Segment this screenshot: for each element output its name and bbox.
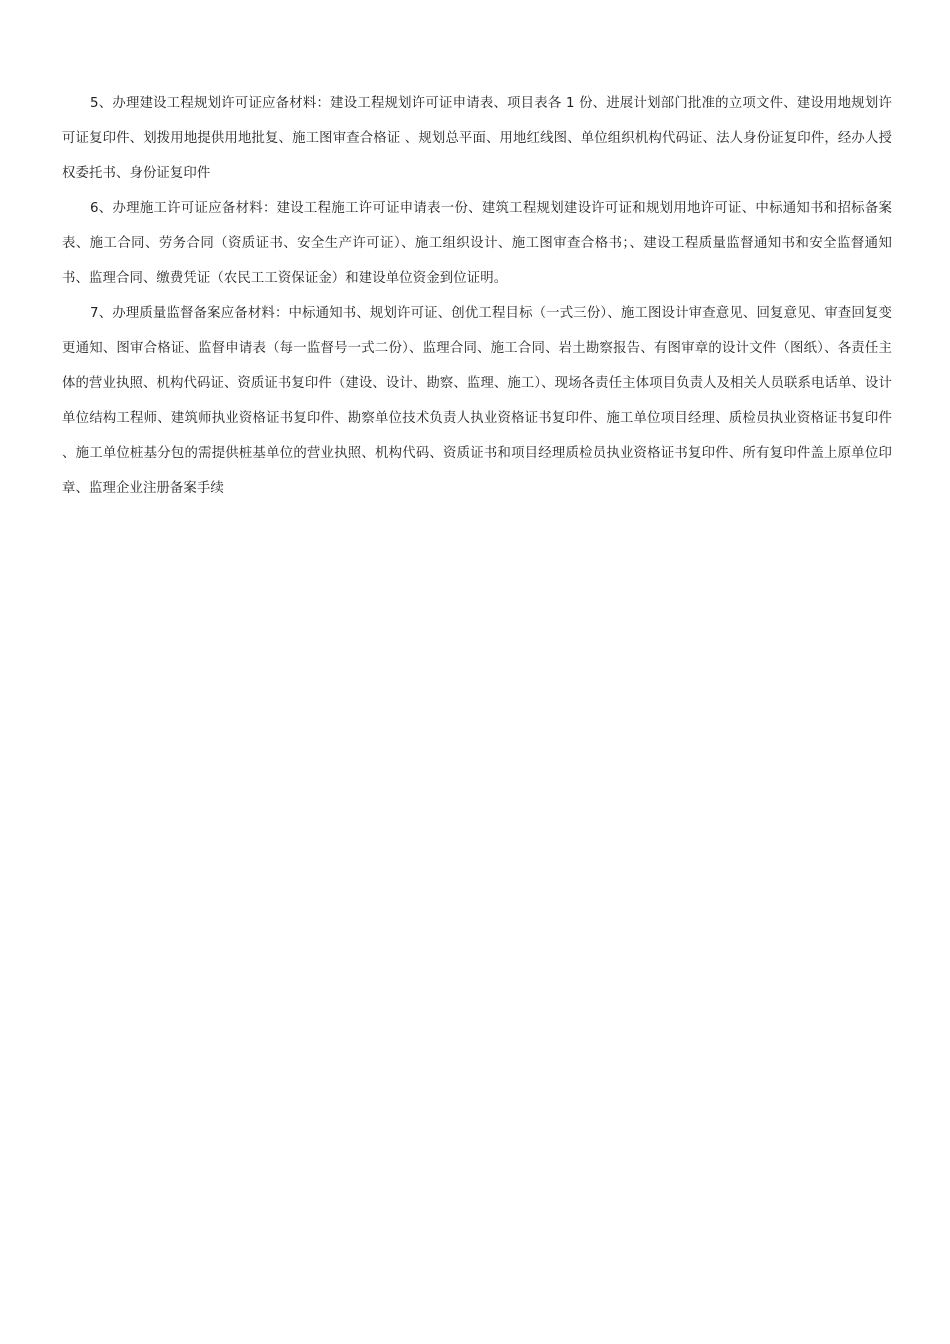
paragraph-quality-supervision-materials: 7、办理质量监督备案应备材料：中标通知书、规划许可证、创优工程目标（一式三份）、施工图设计审查意见、回复意见、审查回复变更通知、图审合格证、监督申请表（每一监督号一式二份）、监理合同、施工合同、岩土勘察报告、有图审章的设计文件（图纸）、各责任主体的营业执照、机构代码证、资质证书复印件（建设、设计、勘察、监理、施工）、现场各责任主体项目负责人及相关人员联系电话单、设计单位结构工程师、建筑师执业资格证书复印件、勘察单位技术负责人执业资格证书复印件、施工单位项目经理、质检员执业资格证书复印件 、施工单位桩基分包的需提供桩基单位的营业执照、机构代码、资质证书和项目经理质检员执业资格证书复印件、所有复印件盖上原单位印章、监理企业注册备案手续 xyxy=(62,306,892,496)
paragraph-construction-permit-materials: 6、办理施工许可证应备材料：建设工程施工许可证申请表一份、建筑工程规划建设许可证和规划用地许可证、中标通知书和招标备案表、施工合同、劳务合同（资质证书、安全生产许可证）、施工组织设计、施工图审查合格书；、建设工程质量监督通知书和安全监督通知书、监理合同、缴费凭证（农民工工资保证金）和建设单位资金到位证明。 xyxy=(62,201,892,286)
document-body xyxy=(62,86,892,506)
paragraph-planning-permit-materials: 5、办理建设工程规划许可证应备材料：建设工程规划许可证申请表、项目表各 1 份、进展计划部门批准的立项文件、建设用地规划许可证复印件、划拨用地提供用地批复、施工图审查合格证 、规划总平面、用地红线图、单位组织机构代码证、法人身份证复印件，经办人授权委托书、身份证复印件 xyxy=(62,96,892,181)
